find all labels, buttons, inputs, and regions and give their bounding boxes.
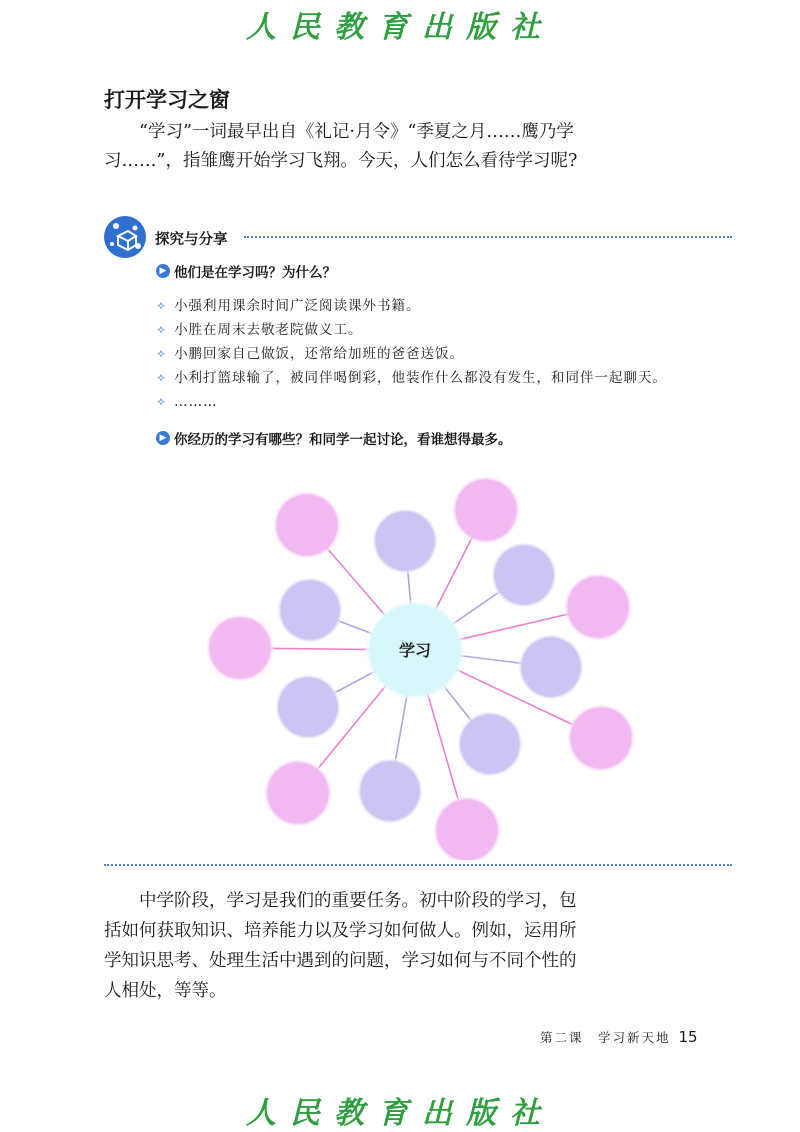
page-footer [540, 1028, 698, 1046]
publisher-watermark-top: 人民教育出版社 [246, 10, 554, 45]
list-item: ✧ 小强利用课余时间广泛阅读课外书籍。 [156, 294, 667, 318]
purple-bubble-9 [357, 758, 423, 824]
publisher-watermark-bottom: 人民教育出版社 [246, 1096, 554, 1131]
pink-bubble-12 [206, 614, 274, 682]
explore-title: 探究与分享 [155, 232, 228, 248]
purple-bubble-13 [277, 577, 343, 643]
pink-bubble-2 [452, 476, 520, 544]
question-2 [156, 428, 512, 448]
diamond-bullet-icon: ✧ [156, 371, 168, 385]
pink-bubble-6 [567, 704, 635, 772]
explore-divider-bottom [104, 864, 732, 866]
diamond-bullet-icon: ✧ [156, 323, 168, 337]
explore-divider-top [244, 236, 732, 238]
diamond-bullet-icon: ✧ [156, 395, 168, 409]
page-number: 15 [678, 1028, 698, 1046]
diamond-bullet-icon: ✧ [156, 299, 168, 313]
pink-bubble-8 [433, 796, 501, 860]
pink-bubble-4 [564, 573, 632, 641]
lesson-title: 第二课 学习新天地 [540, 1030, 671, 1045]
scenario-list [156, 294, 667, 414]
purple-bubble-7 [457, 711, 523, 777]
explore-share-icon [102, 214, 148, 260]
intro-paragraph: “学习”一词最早出自《礼记·月令》“季夏之月……鹰乃学习……”，指雏鹰开始学习飞翔。今天，人们怎么看待学习呢? [104, 122, 578, 171]
triangle-bullet-icon: ▶ [156, 431, 170, 445]
question-1 [156, 261, 336, 281]
purple-bubble-3 [491, 542, 557, 608]
list-item: ✧ 小利打篮球输了，被同伴喝倒彩，他装作什么都没有发生，和同伴一起聊天。 [156, 366, 667, 390]
list-item: ✧ ……… [156, 390, 667, 414]
body-paragraph: 中学阶段，学习是我们的重要任务。初中阶段的学习，包括如何获取知识、培养能力以及学习如何做人。例如，运用所学知识思考、处理生活中遇到的问题，学习如何与不同个性的人相处，等等。 [104, 891, 577, 1001]
pink-bubble-10 [264, 759, 332, 827]
list-item: ✧ 小胜在周末去敬老院做义工。 [156, 318, 667, 342]
purple-bubble-11 [275, 674, 341, 740]
question-1-text: 他们是在学习吗？为什么？ [174, 265, 336, 281]
question-2-text: 你经历的学习有哪些？和同学一起讨论，看谁想得最多。 [174, 432, 512, 448]
diamond-bullet-icon: ✧ [156, 347, 168, 361]
list-item: ✧ 小鹏回家自己做饭，还常给加班的爸爸送饭。 [156, 342, 667, 366]
section-title: 打开学习之窗 [104, 88, 230, 112]
purple-bubble-1 [372, 508, 438, 574]
purple-bubble-5 [518, 634, 584, 700]
center-label: 学习 [398, 641, 432, 660]
pink-bubble-0 [273, 491, 341, 559]
learning-mind-map [0, 470, 800, 860]
triangle-bullet-icon: ▶ [156, 264, 170, 278]
